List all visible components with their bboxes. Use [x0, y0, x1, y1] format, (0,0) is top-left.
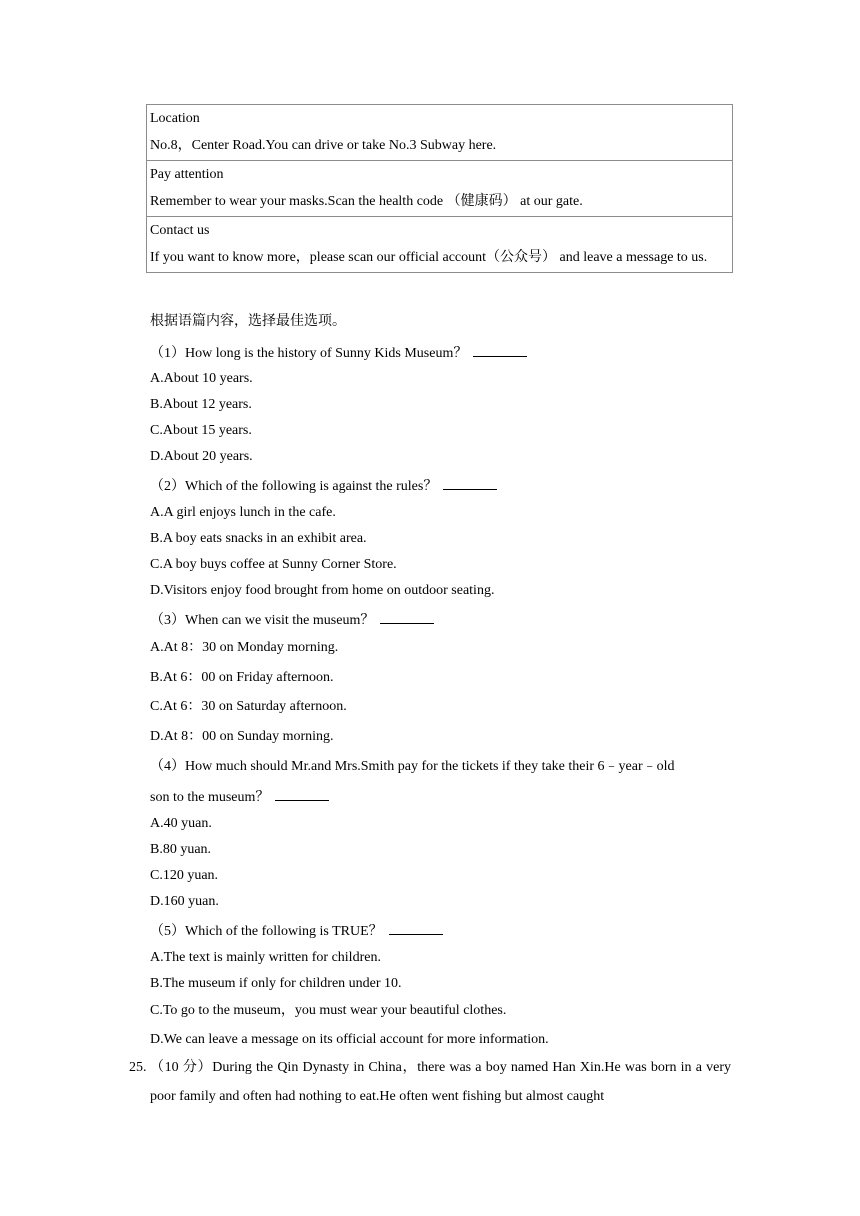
cell-title: Pay attention	[150, 167, 224, 182]
answer-blank	[473, 342, 527, 357]
question-4-stem-continued	[150, 786, 329, 808]
answer-blank	[380, 609, 434, 624]
option: D.We can leave a message on its official account for more information.	[150, 1032, 549, 1047]
option: D.About 20 years.	[150, 449, 253, 464]
option: D.160 yuan.	[150, 894, 219, 909]
option: C.At 6：30 on Saturday afternoon.	[150, 699, 347, 714]
cell-title: Contact us	[150, 223, 210, 238]
option: B.80 yuan.	[150, 842, 212, 857]
answer-blank	[389, 920, 443, 935]
cell-body: If you want to know more，please scan our official account（公众号） and leave a message to us.	[150, 250, 708, 265]
option: B.A boy eats snacks in an exhibit area.	[150, 531, 367, 546]
pay-attention-cell	[147, 161, 733, 217]
answer-blank	[443, 475, 497, 490]
option: C.120 yuan.	[150, 868, 219, 883]
option: B.At 6：00 on Friday afternoon.	[150, 670, 334, 685]
option: D.Visitors enjoy food brought from home on outdoor seating.	[150, 583, 495, 598]
instruction: 根据语篇内容，选择最佳选项。	[150, 314, 346, 329]
answer-blank	[275, 786, 329, 801]
question-stem-text: （2）Which of the following is against the rules？	[150, 479, 438, 494]
table-row	[147, 217, 733, 273]
option: B.About 12 years.	[150, 397, 252, 412]
option: C.To go to the museum，you must wear your beautiful clothes.	[150, 1003, 507, 1018]
option: D.At 8：00 on Sunday morning.	[150, 729, 334, 744]
option: A.At 8：30 on Monday morning.	[150, 640, 339, 655]
option: C.A boy buys coffee at Sunny Corner Store.	[150, 557, 397, 572]
location-cell	[147, 105, 733, 161]
question-25-number: 25.	[129, 1060, 147, 1075]
museum-info-table	[146, 104, 733, 273]
option: B.The museum if only for children under 10.	[150, 976, 402, 991]
question-stem-text: （5）Which of the following is TRUE？	[150, 924, 383, 939]
contact-us-cell	[147, 217, 733, 273]
question-2-stem	[150, 475, 497, 497]
question-stem-text: son to the museum？	[150, 790, 270, 805]
table-row	[147, 105, 733, 161]
question-1-stem	[150, 342, 527, 364]
question-3-stem	[150, 609, 434, 631]
option: A.About 10 years.	[150, 371, 253, 386]
option: A.The text is mainly written for children.	[150, 950, 381, 965]
question-stem-text: （1）How long is the history of Sunny Kids Museum？	[150, 346, 468, 361]
question-4-stem: （4）How much should Mr.and Mrs.Smith pay for the tickets if they take their 6﹣year﹣old	[150, 759, 675, 774]
option: A.40 yuan.	[150, 816, 212, 831]
question-5-stem	[150, 920, 443, 942]
cell-body: Remember to wear your masks.Scan the health code （健康码） at our gate.	[150, 194, 583, 209]
question-25-passage: （10 分）During the Qin Dynasty in China，there was a boy named Han Xin.He was born in a very poor family and often had nothing to eat.He often went fishing but almost caught	[150, 1060, 731, 1104]
cell-body: No.8，Center Road.You can drive or take No.3 Subway here.	[150, 138, 497, 153]
cell-title: Location	[150, 111, 200, 126]
option: C.About 15 years.	[150, 423, 252, 438]
question-stem-text: （3）When can we visit the museum？	[150, 613, 375, 628]
table-row	[147, 161, 733, 217]
option: A.A girl enjoys lunch in the cafe.	[150, 505, 336, 520]
